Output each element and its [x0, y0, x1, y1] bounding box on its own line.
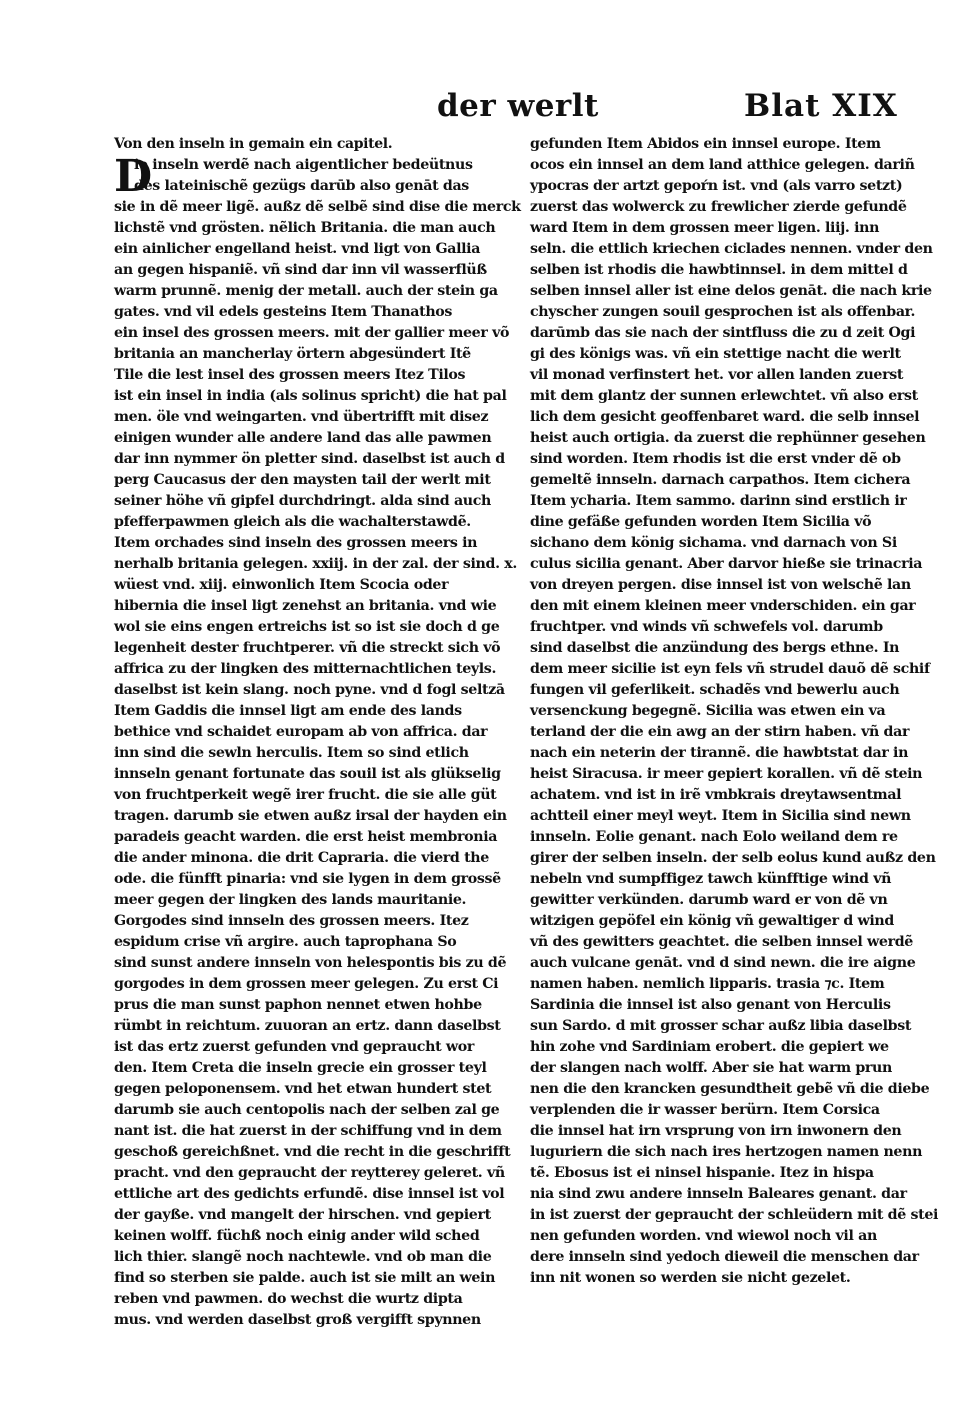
text-line: hin zohe vnd Sardiniam erobert. die gepiert we	[530, 1039, 889, 1055]
text-line: ward Item in dem grossen meer ligen. liij. inn	[530, 220, 880, 236]
text-line: gemeltẽ innseln. darnach carpathos. Item cichera	[530, 472, 911, 488]
text-line: meer gegen der lingken des lands mauritanie.	[114, 892, 467, 908]
text-line: paradeis geacht warden. die erst heist membronia	[114, 829, 498, 845]
text-line: gorgodes in dem grossen meer gelegen. Zu erst Ci	[114, 976, 499, 992]
text-line: pracht. vnd den gepraucht der reytterey geleret. vñ	[114, 1165, 505, 1181]
text-line: Gorgodes sind innseln des grossen meers. Itez	[114, 913, 469, 929]
text-line: britania an mancherlay örtern abgesündert Itẽ	[114, 346, 471, 362]
text-line: prus die man sunst paphon nennet etwen hohbe	[114, 997, 482, 1013]
text-line: nebeln vnd sumpffigez tawch künfftige wind vñ	[530, 871, 892, 887]
text-line: der slangen nach wolff. Aber sie hat warm prun	[530, 1060, 892, 1076]
text-line: rümbt in reichtum. zuuoran an ertz. dann daselbst	[114, 1018, 501, 1034]
text-line: lich thier. slangẽ noch nachtewle. vnd ob man die	[114, 1249, 492, 1265]
text-line: die ander minona. die drit Capraria. die vierd the	[114, 850, 489, 866]
text-line: wol sie eins engen ertreichs ist so ist sie doch d ge	[114, 619, 500, 635]
text-line: daselbst ist kein slang. noch pyne. vnd d fogl seltzā	[114, 682, 505, 698]
text-line: sichano dem könig sichama. vnd darnach von Si	[530, 535, 897, 551]
text-line: ist das ertz zuerst gefunden vnd gepraucht wor	[114, 1039, 474, 1055]
text-line: namen haben. nemlich lipparis. trasia ⁊c. Item	[530, 976, 885, 992]
text-line: ettliche art des gedichts erfundẽ. dise innsel ist vol	[114, 1186, 505, 1202]
text-line: der gayße. vnd mangelt der hirschen. vnd gepiert	[114, 1207, 491, 1223]
text-line: geschoß gereichßnet. vnd die recht in die geschrifft	[114, 1144, 511, 1160]
text-line: dere innseln sind yedoch dieweil die menschen dar	[530, 1249, 919, 1265]
text-line: nia sind zwu andere innseln Baleares genant. dar	[530, 1186, 907, 1202]
text-line: perg Caucasus der den maysten tail der werlt mit	[114, 472, 491, 488]
text-line: inn sind die sewln herculis. Item so sind etlich	[114, 745, 469, 761]
text-line: einigen wunder alle andere land das alle pawmen	[114, 430, 492, 446]
text-line: Item Gaddis die innsel ligt am ende des lands	[114, 703, 462, 719]
running-title: der werlt	[437, 88, 599, 124]
text-line: mus. vnd werden daselbst groß vergifft spynnen	[114, 1312, 481, 1328]
text-line: ode. die fünfft pinaria: vnd sie lygen in dem grossẽ	[114, 871, 501, 887]
text-line: dine gefäße gefunden worden Item Sicilia võ	[530, 514, 872, 530]
text-line: achatem. vnd ist in irẽ vmbkrais dreytawsentmal	[530, 787, 902, 803]
text-line: fungen vil geferlikeit. schadẽs vnd bewerlu auch	[530, 682, 900, 698]
text-line: affrica zu der lingken des mitternachtlichen teyls.	[114, 661, 497, 677]
text-line: die innsel hat irn vrsprung von irn inwonern den	[530, 1123, 902, 1139]
text-line: espidum crise vñ argire. auch taprophana So	[114, 934, 457, 950]
text-line: Tile die lest insel des grossen meers Itez Tilos	[114, 367, 466, 383]
text-line: tẽ. Ebosus ist ei ninsel hispanie. Itez in hispa	[530, 1165, 874, 1181]
text-line: ocos ein innsel an dem land atthice gelegen. dariñ	[530, 157, 915, 173]
text-line: achtteil einer meyl weyt. Item in Sicilia sind newn	[530, 808, 911, 824]
text-line: hibernia die insel ligt zenehst an britania. vnd wie	[114, 598, 497, 614]
text-line: girer der selben inseln. der selb eolus kund außz den	[530, 850, 936, 866]
text-line: selben ist rhodis die hawbtinnsel. in dem mittel d	[530, 262, 908, 278]
text-line: vil monad verfinstert het. vor allen landen zuerst	[530, 367, 904, 383]
text-line: Sardinia die innsel ist also genant von Herculis	[530, 997, 891, 1013]
text-line: sun Sardo. d mit grosser schar außz libia daselbst	[530, 1018, 912, 1034]
text-line: bethice vnd schaidet europam ab von affrica. dar	[114, 724, 488, 740]
text-line: wüest vnd. xiij. einwonlich Item Scocia oder	[114, 577, 449, 593]
text-line: ist ein insel in india (als solinus spricht) die hat pal	[114, 388, 507, 404]
text-line: ein insel des grossen meers. mit der gallier meer võ	[114, 325, 510, 341]
text-line: warm prunnẽ. menig der metall. auch der stein ga	[114, 283, 498, 299]
text-line: men. öle vnd weingarten. vnd übertrifft mit disez	[114, 409, 489, 425]
text-line: legenheit dester fruchtperer. vñ die streckt sich võ	[114, 640, 501, 656]
text-line: ypocras der artzt gepoŕn ist. vnd (als varro setzt)	[530, 178, 903, 194]
text-line: find so sterben sie palde. auch ist sie milt an wein	[114, 1270, 496, 1286]
text-line: den. Item Creta die inseln grecie ein grosser teyl	[114, 1060, 487, 1076]
text-line: darumb sie auch centopolis nach der selben zal ge	[114, 1102, 500, 1118]
text-line: reben vnd pawmen. do wechst die wurtz dipta	[114, 1291, 463, 1307]
right-text-column	[530, 134, 939, 1289]
text-line: zuerst das wolwerck zu frewlicher zierde gefundẽ	[530, 199, 907, 215]
text-line: keinen wolff. füchß noch einig ander wild sched	[114, 1228, 480, 1244]
text-line: fruchtper. vnd winds vñ schwefels vol. darumb	[530, 619, 883, 635]
text-line: sind worden. Item rhodis ist die erst vnder dẽ ob	[530, 451, 901, 467]
text-line: witzigen gepöfel ein könig vñ gewaltiger d wind	[530, 913, 894, 929]
text-line: nen die den krancken gesundtheit gebẽ vñ die diebe	[530, 1081, 930, 1097]
text-line: vñ des gewitters geachtet. die selben innsel werdẽ	[530, 934, 913, 950]
text-line: versenckung begegnẽ. Sicilia was etwen ein va	[530, 703, 886, 719]
text-line: Item orchades sind inseln des grossen meers in	[114, 535, 478, 551]
text-line: tragen. darumb sie etwen außz irsal der hayden ein	[114, 808, 507, 824]
text-line: innseln. Eolie genant. nach Eolo weiland dem re	[530, 829, 898, 845]
text-line: seiner höhe vñ gipfel durchdringt. alda sind auch	[114, 493, 492, 509]
text-line: von dreyen pergen. dise innsel ist von welschẽ lan	[530, 577, 911, 593]
text-line: auch vulcane genāt. vnd d sind newn. die ire aigne	[530, 955, 916, 971]
text-line: culus sicilia genant. Aber darvor hieße sie trinacria	[530, 556, 923, 572]
text-line: nach ein neterin der tirannẽ. die hawbtstat dar in	[530, 745, 909, 761]
text-line: Item ycharia. Item sammo. darinn sind erstlich ir	[530, 493, 907, 509]
folio-number: Blat XIX	[744, 88, 898, 124]
text-line: selben innsel aller ist eine delos genāt. die nach krie	[530, 283, 932, 299]
text-line: in ist zuerst der gepraucht der schleüdern mit dẽ stei	[530, 1207, 939, 1223]
text-line: heist auch ortigia. da zuerst die rephünner gesehen	[530, 430, 926, 446]
text-line: innseln genant fortunate das souil ist als glükselig	[114, 766, 501, 782]
text-line: luguriern die sich nach ires hertzogen namen nenn	[530, 1144, 923, 1160]
text-line: gewitter verkünden. darumb ward er von dẽ vn	[530, 892, 888, 908]
text-line: sind sunst andere innseln von helespontis bis zu dẽ	[114, 955, 507, 971]
text-line: gefunden Item Abidos ein innsel europe. Item	[530, 136, 881, 152]
text-line: darūmb das sie nach der sintfluss die zu d zeit Ogi	[530, 325, 916, 341]
text-line: verplenden die ir wasser berürn. Item Corsica	[530, 1102, 880, 1118]
left-text-column	[114, 134, 521, 1331]
decorated-initial: D	[114, 151, 153, 202]
text-line: gegen peloponensem. vnd het etwan hundert stet	[114, 1081, 492, 1097]
text-line: des lateinischẽ gezügs darūb also genāt das	[134, 178, 469, 194]
text-line: den mit einem kleinen meer vnderschiden. ein gar	[530, 598, 916, 614]
text-line: lich dem gesicht geoffenbaret ward. die selb innsel	[530, 409, 920, 425]
text-line: an gegen hispaniẽ. vñ sind dar inn vil wasserflüß	[114, 262, 487, 278]
text-line: ein ainlicher engelland heist. vnd ligt von Gallia	[114, 241, 481, 257]
text-line: lichstẽ vnd grösten. nẽlich Britania. die man auch	[114, 220, 496, 236]
text-line: pfefferpawmen gleich als die wachalterstawdẽ.	[114, 514, 471, 530]
text-line: gi des königs was. vñ ein stettige nacht die werlt	[530, 346, 901, 362]
text-line: heist Siracusa. ir meer gepiert korallen. vñ dẽ stein	[530, 766, 923, 782]
running-head	[0, 88, 960, 132]
text-line: von fruchtperkeit wegẽ irer frucht. die sie alle güt	[114, 787, 497, 803]
text-line: nant ist. die hat zuerst in der schiffung vnd in dem	[114, 1123, 502, 1139]
text-line: chyscher zungen souil gesprochen ist als offenbar.	[530, 304, 916, 320]
text-line: terland der die ein awg an der stirn haben. vñ dar	[530, 724, 910, 740]
text-line: nen gefunden worden. vnd wiewol noch vil an	[530, 1228, 877, 1244]
text-line: dem meer sicilie ist eyn fels vñ strudel dauõ dẽ schif	[530, 661, 930, 677]
text-line: sie in dẽ meer ligẽ. außz dẽ selbẽ sind dise die merck	[114, 199, 521, 215]
text-line: dar inn nymmer ön pletter sind. daselbst ist auch d	[114, 451, 505, 467]
text-line: sind daselbst die anzündung des bergs ethne. In	[530, 640, 900, 656]
text-line: seln. die ettlich kriechen ciclades nennen. vnder den	[530, 241, 933, 257]
chapter-heading: Von den inseln in gemain ein capitel.	[114, 136, 393, 152]
text-line: ie inseln werdẽ nach aigentlicher bedeütnus	[134, 157, 473, 173]
text-line: gates. vnd vil edels gesteins Item Thanathos	[114, 304, 453, 320]
text-line: nerhalb britania gelegen. xxiij. in der zal. der sind. x.	[114, 556, 517, 572]
text-line: inn nit wonen so werden sie nicht gezelet.	[530, 1270, 851, 1286]
text-line: mit dem glantz der sunnen erlewchtet. vñ also erst	[530, 388, 918, 404]
